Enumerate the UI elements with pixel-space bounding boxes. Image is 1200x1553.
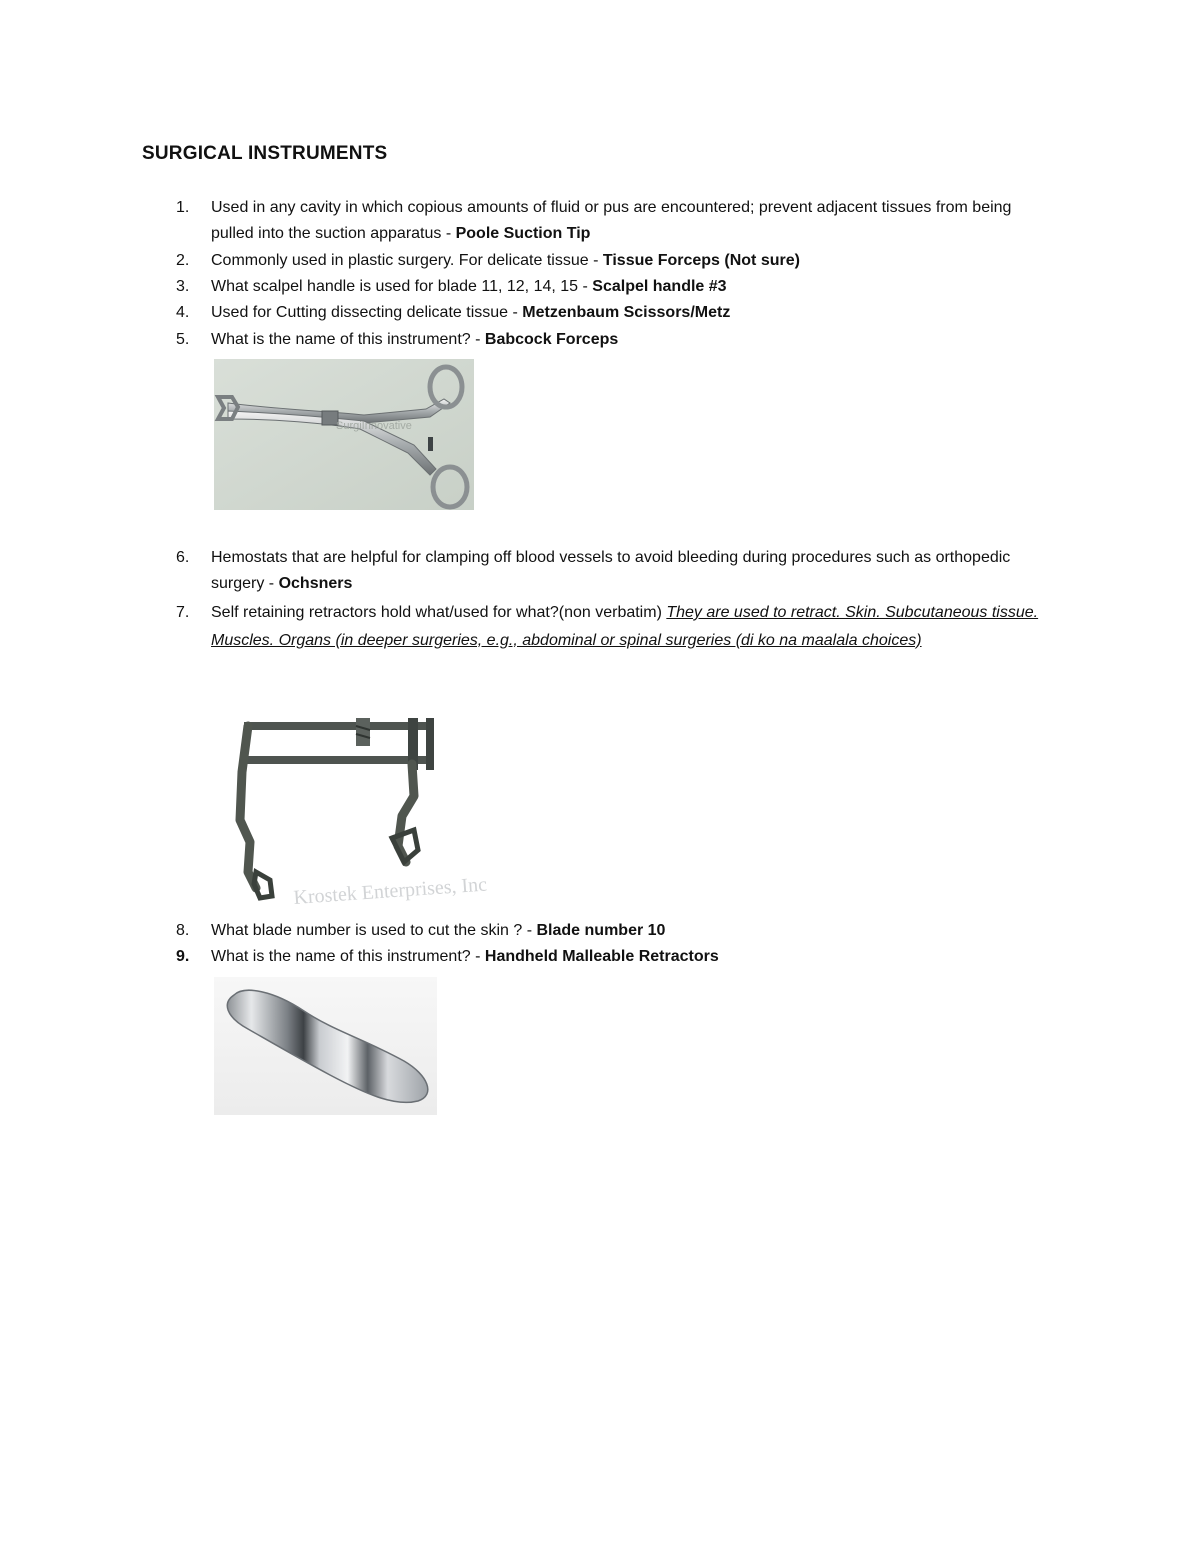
self-retaining-retractor-image	[228, 712, 488, 910]
question-body: Self retaining retractors hold what/used for what?(non verbatim)	[211, 604, 667, 621]
question-number: 1.	[176, 199, 190, 216]
question-number: 5.	[176, 331, 190, 348]
question-number: 9.	[176, 948, 190, 965]
babcock-forceps-drawing	[214, 359, 474, 510]
question-text	[211, 327, 1056, 353]
question-number: 3.	[176, 278, 190, 295]
question-text	[211, 944, 1056, 970]
question-number: 4.	[176, 304, 190, 321]
question-text	[211, 248, 1056, 274]
question-text	[211, 300, 1056, 326]
question-number: 8.	[176, 922, 190, 939]
answer-text: Ochsners	[278, 575, 353, 592]
question-text	[211, 918, 1056, 944]
question-number: 7.	[176, 604, 190, 621]
question-body: Used for Cutting dissecting delicate tissue -	[211, 304, 523, 321]
watermark-text: SurgiInnovative	[336, 420, 412, 432]
question-body: Hemostats that are helpful for clamping off blood vessels to avoid bleeding during procedures such as orthopedic surgery -	[211, 549, 1011, 592]
question-body: What blade number is used to cut the skin ? -	[211, 922, 537, 939]
question-number: 2.	[176, 252, 190, 269]
answer-text: Handheld Malleable Retractors	[484, 948, 719, 965]
question-body: Used in any cavity in which copious amounts of fluid or pus are encountered; prevent adjacent tissues from being pulled into the suction apparatus -	[211, 199, 1012, 242]
malleable-retractor-image	[214, 977, 437, 1115]
retractor-drawing	[228, 712, 488, 910]
question-body: What scalpel handle is used for blade 11, 12, 14, 15 -	[211, 278, 593, 295]
question-body: What is the name of this instrument? -	[211, 331, 485, 348]
answer-text: They are used to retract. Skin. Subcutaneous tissue. Muscles. Organs (in deeper surgeries, e.g., abdominal or spinal surgeries (di ko na maalala choices)	[211, 604, 1039, 649]
answer-text: Tissue Forceps (Not sure)	[602, 252, 800, 269]
question-text	[211, 274, 1056, 300]
question-body: Commonly used in plastic surgery. For delicate tissue -	[211, 252, 603, 269]
watermark-text: Krostek Enterprises, Inc	[292, 873, 488, 909]
question-body: What is the name of this instrument? -	[211, 948, 485, 965]
answer-text: Poole Suction Tip	[455, 225, 591, 242]
question-number: 6.	[176, 549, 190, 566]
question-text	[211, 599, 1041, 654]
babcock-forceps-image	[214, 359, 474, 510]
question-text	[211, 545, 1056, 597]
malleable-retractor-drawing	[214, 977, 437, 1115]
answer-text: Blade number 10	[536, 922, 666, 939]
question-text	[211, 195, 1056, 247]
document-title: SURGICAL INSTRUMENTS	[142, 143, 388, 164]
answer-text: Metzenbaum Scissors/Metz	[522, 304, 731, 321]
answer-text: Scalpel handle #3	[592, 278, 727, 295]
answer-text: Babcock Forceps	[484, 331, 619, 348]
